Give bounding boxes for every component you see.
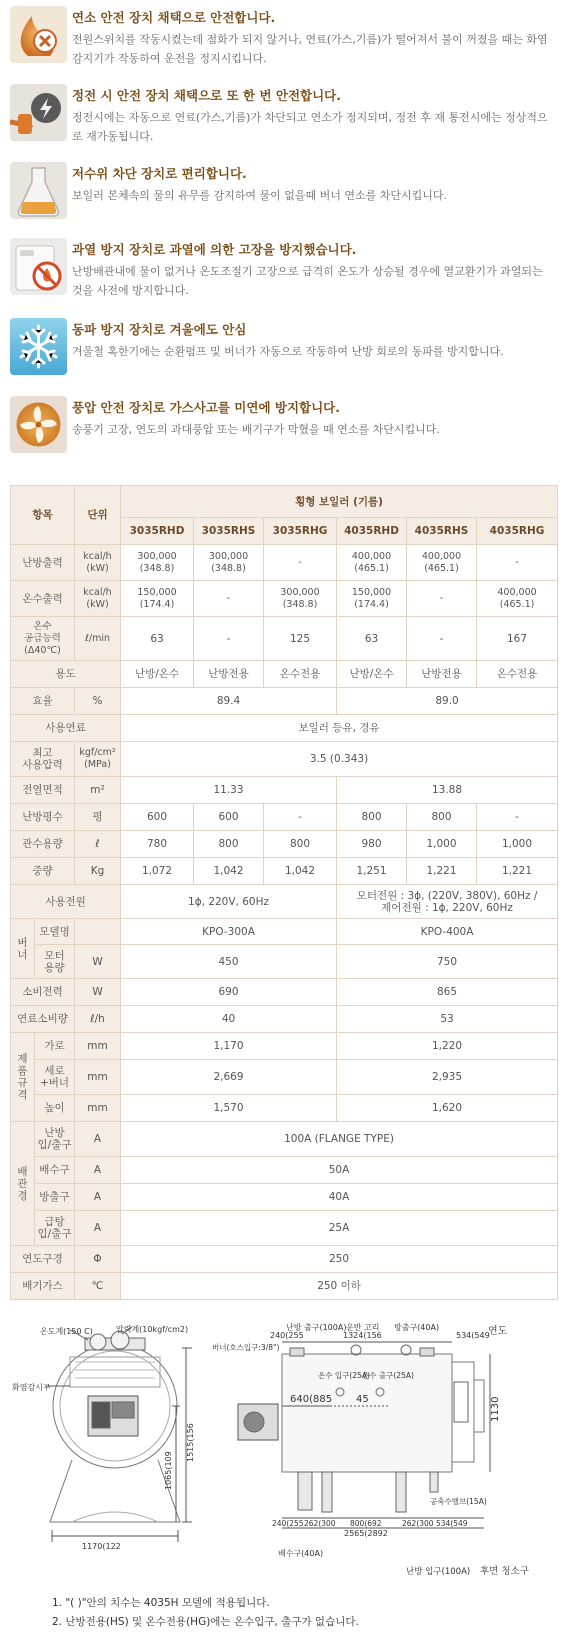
cell: 2,669 — [121, 1060, 337, 1095]
dim-front-height-2: 1515(156 — [186, 1423, 195, 1462]
row-unit: A — [75, 1211, 121, 1246]
cell: 800 — [337, 804, 407, 831]
cell: 53 — [337, 1006, 558, 1033]
cell: - — [264, 545, 337, 581]
dim-2565: 2565(2892 — [344, 1529, 388, 1538]
cell: 2,935 — [337, 1060, 558, 1095]
row-label: 배기가스 — [11, 1273, 75, 1300]
row-label: 최고 사용압력 — [11, 742, 75, 777]
feature-desc: 정전시에는 자동으로 연료(가스,기름)가 차단되고 연소가 정지되며, 정전 후 재 통전시에는 정상적으로 재가동됩니다. — [72, 111, 548, 143]
label-release-port: 방출구(40A) — [394, 1323, 440, 1332]
row-unit: kcal/h (kW) — [75, 581, 121, 617]
cell: 63 — [337, 617, 407, 661]
feature-freeze-protection — [10, 318, 555, 378]
label-heat-outlet: 난방 출구(100A) — [286, 1323, 347, 1332]
row-unit: Kg — [75, 858, 121, 885]
label-flue: 연도 — [488, 1326, 508, 1337]
row-unit: m² — [75, 777, 121, 804]
cell: - — [264, 804, 337, 831]
dim-45: 45 — [356, 1394, 369, 1405]
cell: 온수전용 — [477, 661, 558, 688]
cell: 865 — [337, 979, 558, 1006]
row-unit: ℃ — [75, 1273, 121, 1300]
row-unit: A — [75, 1122, 121, 1157]
header-model: 4035RHG — [477, 518, 558, 545]
header-model: 3035RHS — [194, 518, 264, 545]
row-label: 급탕 입/출구 — [35, 1211, 75, 1246]
header-item: 항목 — [11, 486, 75, 545]
cell: 400,000 (465.1) — [337, 545, 407, 581]
row-label: 난방출력 — [11, 545, 75, 581]
cell: 난방/온수 — [121, 661, 194, 688]
label-pressure-gauge: 압력계(10kgf/cm2) — [116, 1325, 189, 1334]
header-unit: 단위 — [75, 486, 121, 545]
cell: 13.88 — [337, 777, 558, 804]
cell: 125 — [264, 617, 337, 661]
row-unit: ℓ/min — [75, 617, 121, 661]
row-label: 모터 용량 — [35, 945, 75, 979]
row-unit: W — [75, 945, 121, 979]
row-label: 온수출력 — [11, 581, 75, 617]
notes — [52, 1594, 359, 1632]
row-unit: W — [75, 979, 121, 1006]
label-burner-hose: 버너(호스입구:3/8") — [212, 1343, 280, 1352]
cell: 1ϕ, 220V, 60Hz — [121, 885, 337, 919]
feature-desc: 난방배관내에 물이 없거나 온도조절기 고장으로 급격히 온도가 상승될 경우에 열교환기가 과열되는 것을 사전에 방지합니다. — [72, 265, 543, 297]
row-label: 연도구경 — [11, 1246, 75, 1273]
dim-240-bottom: 240(255 — [272, 1519, 304, 1528]
feature-power-failure-safety — [10, 84, 555, 144]
cell: 300,000 (348.8) — [194, 545, 264, 581]
row-label: 난방평수 — [11, 804, 75, 831]
overheat-icon — [10, 238, 67, 295]
dim-1324: 1324(156 — [343, 1331, 382, 1340]
cell: 100A (FLANGE TYPE) — [121, 1122, 558, 1157]
note-item: 2. 난방전용(HS) 및 온수전용(HG)에는 온수입구, 출구가 없습니다. — [52, 1616, 359, 1628]
row-label: 전열면적 — [11, 777, 75, 804]
cell: 모터전원 : 3ϕ, (220V, 380V), 60Hz / 제어전원 : 1ϕ, 220V, 60Hz — [337, 885, 558, 919]
feature-title: 풍압 안전 장치로 가스사고를 미연에 방지합니다. — [72, 400, 341, 415]
row-label: 관수용량 — [11, 831, 75, 858]
cell: - — [477, 804, 558, 831]
cell: 1,042 — [264, 858, 337, 885]
row-unit: kgf/cm² (MPa) — [75, 742, 121, 777]
row-unit: A — [75, 1157, 121, 1184]
cell: 1,251 — [337, 858, 407, 885]
row-unit: Φ — [75, 1246, 121, 1273]
cell: 300,000 (348.8) — [264, 581, 337, 617]
row-label: 사용연료 — [11, 715, 121, 742]
cell: - — [407, 617, 477, 661]
label-hot-water-inlet: 온수 입구(25A) — [318, 1371, 370, 1380]
header-model: 4035RHD — [337, 518, 407, 545]
cell: 난방/온수 — [337, 661, 407, 688]
fan-icon — [10, 396, 67, 453]
cell: 690 — [121, 979, 337, 1006]
header-model: 4035RHS — [407, 518, 477, 545]
dim-534-top: 534(549 — [456, 1331, 490, 1340]
cell: 1,072 — [121, 858, 194, 885]
row-unit: A — [75, 1184, 121, 1211]
cell: 1,570 — [121, 1095, 337, 1122]
cell: 250 — [121, 1246, 558, 1273]
feature-title: 저수위 차단 장치로 편리합니다. — [72, 166, 247, 181]
cell: 150,000 (174.4) — [121, 581, 194, 617]
cell: - — [194, 617, 264, 661]
row-unit: mm — [75, 1095, 121, 1122]
cell: 800 — [407, 804, 477, 831]
cell: 250 이하 — [121, 1273, 558, 1300]
feature-title: 과열 방지 장치로 과열에 의한 고장을 방지했습니다. — [72, 242, 357, 257]
row-group-label: 배 관 경 — [11, 1122, 35, 1246]
row-unit: kcal/h (kW) — [75, 545, 121, 581]
cell: 난방전용 — [407, 661, 477, 688]
row-label: 방출구 — [35, 1184, 75, 1211]
row-unit: ℓ/h — [75, 1006, 121, 1033]
row-label: 배수구 — [35, 1157, 75, 1184]
cell: 1,221 — [407, 858, 477, 885]
label-drain: 배수구(40A) — [278, 1549, 324, 1558]
cell: 980 — [337, 831, 407, 858]
feature-desc: 보일러 본체속의 물의 유무를 감지하여 물이 없을때 버너 연소를 차단시킵니다. — [72, 189, 447, 202]
feature-overheat-prevention — [10, 238, 555, 298]
cell: 150,000 (174.4) — [337, 581, 407, 617]
label-bleed-valve: 공축수밸브(15A) — [430, 1497, 487, 1506]
label-thermometer: 온도계(150 C) — [40, 1327, 93, 1336]
header-model: 3035RHD — [121, 518, 194, 545]
row-label: 가로 — [35, 1033, 75, 1060]
header-model: 3035RHG — [264, 518, 337, 545]
row-unit: mm — [75, 1033, 121, 1060]
label-rear-cleanout: 후면 청소구 — [480, 1566, 529, 1577]
cell: 89.0 — [337, 688, 558, 715]
dim-800: 800(692 — [350, 1519, 382, 1528]
dim-534-bottom: 534(549 — [436, 1519, 468, 1528]
cell: 800 — [194, 831, 264, 858]
row-label: 높이 — [35, 1095, 75, 1122]
feature-low-water-cutoff — [10, 162, 555, 222]
cell: 63 — [121, 617, 194, 661]
cell: - — [407, 581, 477, 617]
feature-title: 정전 시 안전 장치 채택으로 또 한 번 안전합니다. — [72, 88, 341, 103]
cell: 25A — [121, 1211, 558, 1246]
power-plug-icon — [10, 84, 67, 141]
cell: 167 — [477, 617, 558, 661]
feature-wind-pressure-safety — [10, 396, 555, 456]
feature-desc: 겨울철 혹한기에는 순환펌프 및 버너가 자동으로 작동하여 난방 회로의 동파를 방지합니다. — [72, 345, 504, 358]
header-group: 횡형 보일러 (기름) — [121, 486, 558, 518]
dim-front-height-1: 1065(109 — [164, 1451, 173, 1490]
feature-combustion-safety — [10, 6, 555, 66]
row-label: 모델명 — [35, 919, 75, 945]
cell: 780 — [121, 831, 194, 858]
row-label: 세로 +버너 — [35, 1060, 75, 1095]
row-label: 효율 — [11, 688, 75, 715]
cell: 750 — [337, 945, 558, 979]
row-unit: % — [75, 688, 121, 715]
cell: 600 — [121, 804, 194, 831]
label-lifting-ring: 운반 고리 — [346, 1323, 380, 1332]
cell: 1,000 — [477, 831, 558, 858]
row-group-label: 제품 규격 — [11, 1033, 35, 1122]
note-item: 1. "( )"안의 치수는 4035H 모델에 적용됩니다. — [52, 1597, 270, 1609]
cell: - — [194, 581, 264, 617]
dim-240-top: 240(255 — [270, 1331, 304, 1340]
dim-262-right: 262(300 — [402, 1519, 434, 1528]
snowflake-icon — [10, 318, 67, 375]
cell: KPO-300A — [121, 919, 337, 945]
row-label: 난방 입/출구 — [35, 1122, 75, 1157]
cell: 600 — [194, 804, 264, 831]
cell: 1,620 — [337, 1095, 558, 1122]
row-unit: 평 — [75, 804, 121, 831]
cell: 400,000 (465.1) — [407, 545, 477, 581]
feature-title: 연소 안전 장치 채택으로 안전합니다. — [72, 10, 276, 25]
row-unit — [75, 919, 121, 945]
feature-desc: 송풍기 고장, 연도의 과대풍압 또는 배기구가 막혔을 때 연소를 차단시킵니다. — [72, 423, 440, 436]
cell: 50A — [121, 1157, 558, 1184]
cell: 40A — [121, 1184, 558, 1211]
row-label: 중량 — [11, 858, 75, 885]
dim-640: 640(885 — [290, 1394, 333, 1405]
cell: 1,221 — [477, 858, 558, 885]
row-label: 사용전원 — [11, 885, 121, 919]
label-flame-window: 화염감시구 — [12, 1383, 51, 1392]
spec-table — [10, 485, 558, 1300]
cell: 1,042 — [194, 858, 264, 885]
feature-desc: 전원스위치를 작동시켰는데 점화가 되지 않거나, 연료(가스,기름)가 떨어져서 불이 꺼졌을 때는 화염감지기가 작동하여 운전을 정지시킵니다. — [72, 33, 548, 65]
front-view — [45, 1327, 192, 1542]
row-label: 연료소비량 — [11, 1006, 75, 1033]
row-label: 소비전력 — [11, 979, 75, 1006]
cell: 온수전용 — [264, 661, 337, 688]
dim-1130: 1130 — [490, 1396, 501, 1422]
label-hot-water-outlet: 온수 출구(25A) — [362, 1371, 414, 1380]
dim-262-left: 262(300 — [304, 1519, 336, 1528]
cell: 1,170 — [121, 1033, 337, 1060]
row-label: 온수 공급능력 (Δ40℃) — [11, 617, 75, 661]
cell: 450 — [121, 945, 337, 979]
cell: 3.5 (0.343) — [121, 742, 558, 777]
label-heat-inlet: 난방 입구(100A) — [406, 1567, 471, 1577]
cell: 40 — [121, 1006, 337, 1033]
cell: 400,000 (465.1) — [477, 581, 558, 617]
row-label: 용도 — [11, 661, 121, 688]
cell: 800 — [264, 831, 337, 858]
cell: 300,000 (348.8) — [121, 545, 194, 581]
cell: - — [477, 545, 558, 581]
row-unit: mm — [75, 1060, 121, 1095]
row-unit: ℓ — [75, 831, 121, 858]
cell: 난방전용 — [194, 661, 264, 688]
cell: 1,220 — [337, 1033, 558, 1060]
cell: 보일러 등유, 경유 — [121, 715, 558, 742]
dim-front-width: 1170(122 — [82, 1542, 121, 1551]
cell: 1,000 — [407, 831, 477, 858]
feature-title: 동파 방지 장치로 겨울에도 안심 — [72, 322, 247, 337]
water-flask-icon — [10, 162, 67, 219]
row-group-label: 버너 — [11, 919, 35, 979]
cell: 11.33 — [121, 777, 337, 804]
cell: KPO-400A — [337, 919, 558, 945]
cell: 89.4 — [121, 688, 337, 715]
dimension-drawing — [0, 1322, 563, 1592]
x-fire-icon — [10, 6, 67, 63]
